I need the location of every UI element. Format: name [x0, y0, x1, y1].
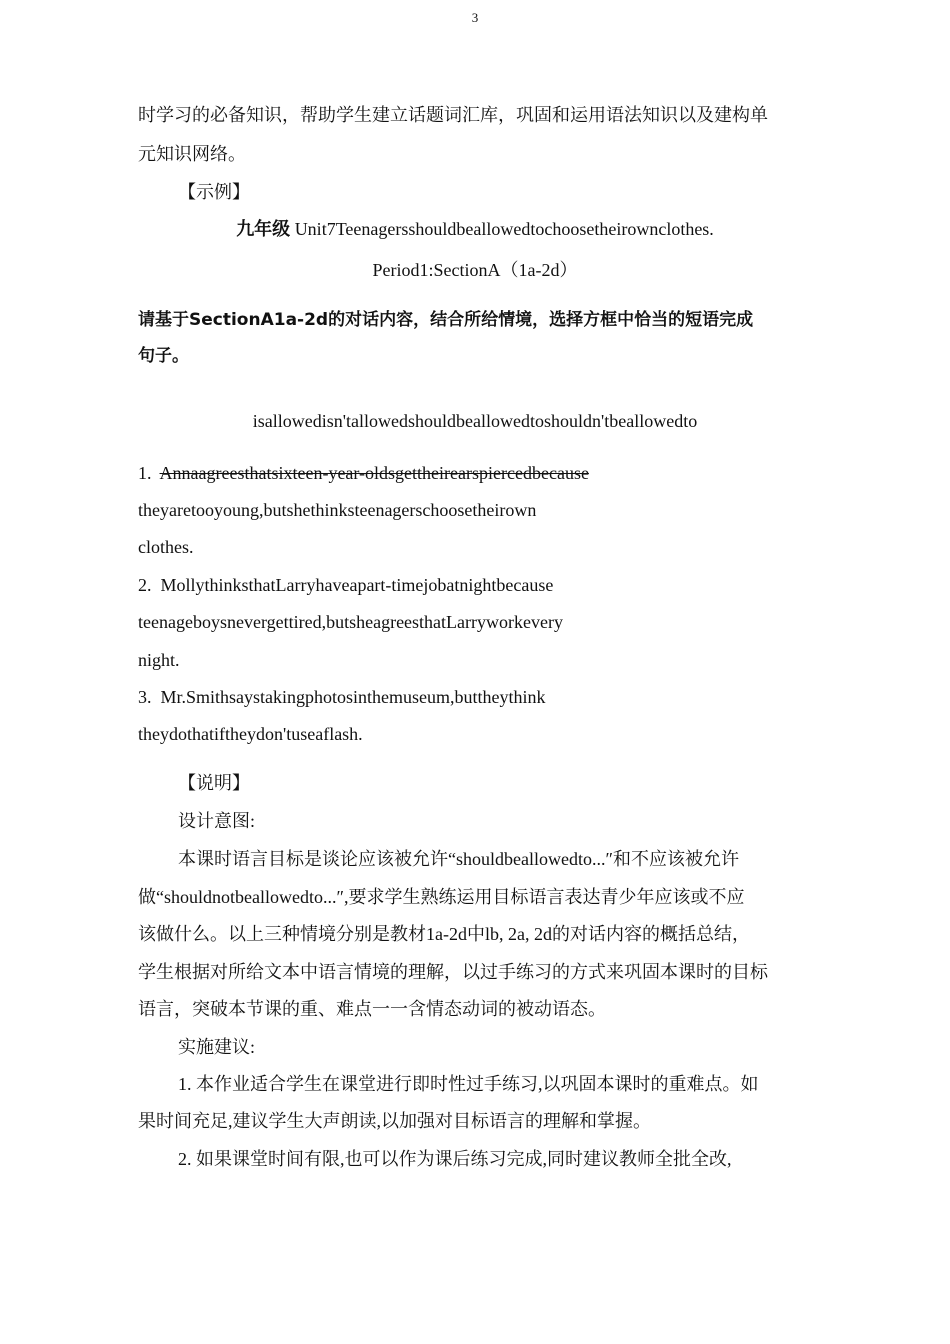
word-box: isallowedisn'tallowedshouldbeallowedtoshouldn'tbeallowedto — [252, 411, 698, 431]
example-heading: 【示例】 — [178, 182, 250, 202]
page-number: 3 — [471, 10, 479, 25]
question-2-line-1 — [138, 573, 553, 597]
question-1-struck-text: Annaagreesthatsixteen-year-oldsgettheirearspiercedbecause — [159, 463, 589, 483]
question-3-line-1 — [138, 685, 546, 709]
unit-title — [0, 217, 950, 241]
design-text-line-2: 做“shouldnotbeallowedto...″,要求学生熟练运用目标语言表达青少年应该或不应 — [138, 887, 745, 907]
impl-item-1-line-1: 1. 本作业适合学生在课堂进行即时性过手练习,以巩固本课时的重难点。如 — [178, 1074, 759, 1094]
design-text-line-4: 学生根据对所给文本中语言情境的理解，以过手练习的方式来巩固本课时的目标 — [138, 962, 768, 982]
question-2-line-2: teenageboysnevergettired,butsheagreesthatLarryworkevery — [138, 612, 563, 632]
question-2-line-3: night. — [138, 650, 180, 670]
explain-heading: 【说明】 — [178, 773, 250, 793]
question-3-line-2: theydothatiftheydon'tuseaflash. — [138, 724, 363, 744]
instruction-line-2: 句子。 — [138, 346, 189, 366]
intro-line-1: 时学习的必备知识，帮助学生建立话题词汇库，巩固和运用语法知识以及建构单 — [138, 105, 768, 125]
question-3-text: Mr.Smithsaystakingphotosinthemuseum,buttheythink — [160, 687, 546, 707]
unit-title-text: Unit7Teenagersshouldbeallowedtochoosetheirownclothes. — [290, 219, 714, 239]
unit-grade: 九年级 — [236, 219, 291, 239]
impl-item-2-line-1: 2. 如果课堂时间有限,也可以作为课后练习完成,同时建议教师全批全改, — [178, 1149, 732, 1169]
design-text-line-5: 语言，突破本节课的重、难点一一含情态动词的被动语态。 — [138, 999, 606, 1019]
impl-label: 实施建议: — [178, 1037, 256, 1057]
intro-line-2: 元知识网络。 — [138, 144, 246, 164]
question-1-line-1 — [138, 461, 589, 485]
question-1-number: 1. — [138, 463, 152, 483]
design-text-line-3: 该做什么。以上三种情境分别是教材1a-2d中lb, 2a, 2d的对话内容的概括总结， — [138, 924, 750, 944]
question-2-number: 2. — [138, 575, 152, 595]
design-label: 设计意图: — [178, 811, 256, 831]
instruction-line-1: 请基于SectionA1a-2d的对话内容，结合所给情境，选择方框中恰当的短语完成 — [138, 310, 754, 330]
question-1-line-2: theyaretooyoung,butshethinksteenagerschoosetheirown — [138, 500, 537, 520]
question-3-number: 3. — [138, 687, 152, 707]
period-title: Period1:SectionA（1a-2d） — [372, 260, 578, 280]
question-2-text: MollythinksthatLarryhaveapart-timejobatnightbecause — [160, 575, 554, 595]
question-1-line-3: clothes. — [138, 537, 194, 557]
impl-item-1-line-2: 果时间充足,建议学生大声朗读,以加强对目标语言的理解和掌握。 — [138, 1111, 651, 1131]
design-text-line-1: 本课时语言目标是谈论应该被允许“shouldbeallowedto...″和不应该被允许 — [178, 849, 739, 869]
